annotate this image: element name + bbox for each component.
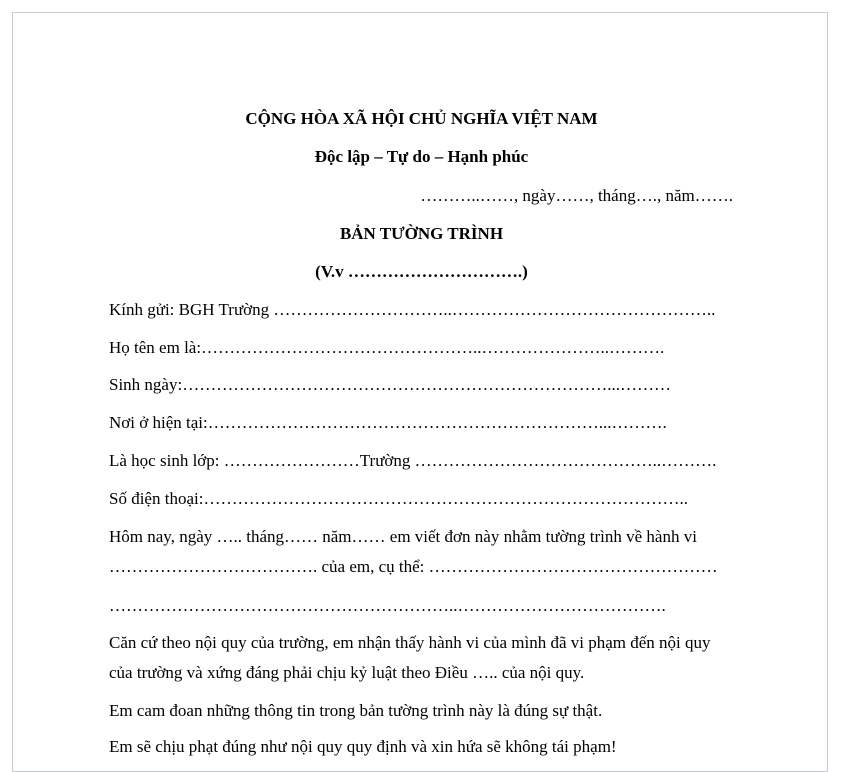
recipient-line: Kính gửi: BGH Trường …………………………..……………………………………….. bbox=[109, 300, 716, 319]
birth-date-line: Sinh ngày:…………………………………………………………………...……… bbox=[109, 375, 671, 394]
commitment-paragraph: Em cam đoan những thông tin trong bản tường trình này là đúng sự thật. bbox=[109, 701, 603, 720]
regulation-paragraph-line-2: của trường và xứng đáng phải chịu kỷ luật theo Điều ….. của nội quy. bbox=[109, 663, 585, 682]
motto: Độc lập – Tự do – Hạnh phúc bbox=[314, 147, 529, 166]
phone-line: Số điện thoại:………………………………………………………………………….. bbox=[109, 489, 688, 508]
national-title: CỘNG HÒA XÃ HỘI CHỦ NGHĨA VIỆT NAM bbox=[245, 109, 598, 128]
promise-paragraph: Em sẽ chịu phạt đúng như nội quy quy định và xin hứa sẽ không tái phạm! bbox=[109, 737, 617, 756]
full-name-line: Họ tên em là:…………………………………………..…………………..………. bbox=[109, 338, 665, 357]
address-line: Nơi ở hiện tại:……………………………………………………………...………. bbox=[109, 413, 667, 432]
incident-paragraph-line-2: ………………………………. của em, cụ thể: …………………………………………… bbox=[109, 557, 718, 576]
incident-paragraph-line-1: Hôm nay, ngày ….. tháng…… năm…… em viết đơn này nhằm tường trình về hành vi bbox=[109, 527, 697, 546]
document-title: BẢN TƯỜNG TRÌNH bbox=[339, 224, 504, 243]
place-date-line: ………..……, ngày……, tháng…., năm……. bbox=[420, 186, 733, 205]
subject-line: (V.v ………………………….) bbox=[315, 262, 528, 281]
regulation-paragraph-line-1: Căn cứ theo nội quy của trường, em nhận thấy hành vi của mình đã vi phạm đến nội quy bbox=[109, 633, 711, 652]
class-school-line: Là học sinh lớp: ……………………Trường ……………………………………..………. bbox=[109, 451, 717, 470]
incident-paragraph-line-3: ……………………………………………………..………………………………. bbox=[109, 596, 666, 615]
